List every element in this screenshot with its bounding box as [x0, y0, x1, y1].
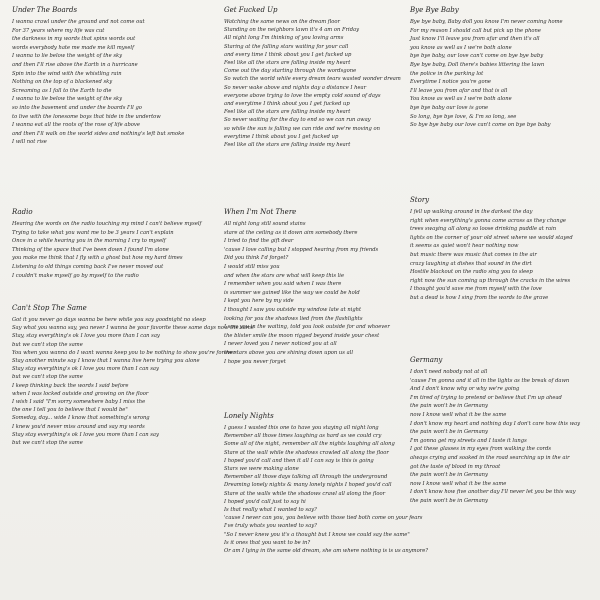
lyric-line: You when you wanna do I want wanna keep you to be nothing to show you're forever [12, 349, 236, 356]
song-title: Get Fucked Up [224, 6, 278, 14]
lyric-line: the pain won't be in Germany [410, 497, 488, 504]
lyric-line: Feel like all the stars are falling inside my heart [224, 142, 351, 149]
lyric-line: the blister smile the moon rigged beyond inside your chest [224, 332, 380, 339]
lyric-line: I remember when you said when I was there [224, 281, 342, 288]
lyric-line: Just know I'll leave you from afar and then it's all [410, 36, 540, 43]
lyric-line: Stay stay everything's ok I love you more than I can say [12, 431, 159, 438]
lyric-line: Watching the same news on the dream floor [224, 19, 340, 25]
lyric-line: Remember all those days talking all through the underground [224, 474, 388, 481]
lyric-line: the darkness in my words that spins words out [12, 36, 136, 43]
lyric-line: Or am I lying in the same old dream, she am where nothing is is us anymore? [224, 548, 429, 555]
lyric-line: 'cause I love calling but I stopped hearing from my friends [224, 246, 379, 253]
lyric-line: trees swaying all along so loose drinking puddle at rain [410, 226, 557, 233]
lyric-line: I don't know my heart and nothing day I don't care how this way [410, 420, 581, 427]
lyric-line: I wanna to lie below the weight of the sky [12, 96, 123, 103]
song-lonely-nights [224, 412, 429, 555]
lyric-line: but we can't stop the same [12, 374, 83, 381]
lyric-line: but we can't stop the same [12, 440, 83, 447]
lyric-line: "So I never knew you it's a thought but I know we could say the same" [224, 531, 410, 538]
lyric-line: Standing on the neighbors lawn it's 4 am on Friday [224, 27, 360, 34]
lyric-line: and every time I think about you I get fucked up [224, 51, 352, 58]
lyric-line: I couldn't make myself go by myself to the radio [12, 272, 139, 279]
lyric-line: Stare at the wall while the shadows crawled all along the floor [224, 449, 389, 456]
lyric-line: I thought you'd save me from myself with the love [410, 286, 542, 293]
lyric-line: now I know well what it be the same [410, 480, 507, 487]
lyric-line: but we can't stop the same [12, 341, 83, 348]
song-when-im-not-there [224, 208, 394, 366]
lyric-line: All night long still sound stains [224, 221, 306, 227]
lyric-line: the police in the parking lot [410, 70, 484, 77]
lyric-line: Some all of the night, remember all the nights laughing all along [224, 441, 395, 448]
lyric-line: stare at the ceiling as it down aim somebody there [224, 229, 358, 236]
lyric-line: you make me think that I fly with a ghost but how my hard times [12, 255, 183, 262]
lyric-line: I'm gonna get my streets and I taste it lungs [410, 437, 527, 444]
lyric-line: looking for you the shadows lied from the flashlights [224, 315, 363, 322]
lyric-line: So never wake above and nights day a distance I hear [224, 84, 367, 91]
lyric-line: I hoped you'd call just to say hi [224, 498, 306, 505]
lyric-line: Once in a while hearing you in the morning I cry to myself [12, 238, 166, 245]
song-title: Germany [410, 356, 443, 364]
lyric-line: Remember all those times laughing as hard as we could cry [224, 433, 382, 440]
lyric-line: is summer we gained like the way we could be hold [224, 289, 360, 296]
lyric-line: Bye bye baby, Baby doll you know I'm never coming home [410, 19, 563, 25]
lyric-line: Hearing the words on the radio touching my mind I can't believe myself [12, 221, 202, 227]
song-title: Bye Bye Baby [410, 6, 459, 14]
lyric-line: I thought I saw you outside my window late at night [224, 306, 362, 313]
song-story [410, 196, 592, 303]
lyric-line: so into the basement and under the boards I'll go [12, 104, 142, 111]
lyric-line: got the taste of blood in my throat [410, 463, 501, 470]
lyric-line: I keep thinking back the words I said before [12, 382, 129, 389]
lyric-line: but a dead is how I sing from the words to the grave [410, 294, 549, 301]
lyric-line: I fell up walking around in the darkest the day [410, 209, 533, 215]
lyric-line: you know as well as I we're both alone [410, 44, 512, 51]
lyric-line: words everybody hate me made me kill myself [12, 44, 134, 51]
lyric-line: Stars we were making alone [224, 466, 299, 473]
lyric-line: I guess I wasted this one to have you staying all night long [224, 425, 379, 431]
lyric-line: And I don't know why or why we're going [410, 386, 520, 393]
lyric-line: I wanna eat all the roots of the rose of life above [12, 122, 140, 129]
lyric-line: I've truly whats you wanted to say? [224, 523, 317, 530]
lyric-line: everytime I think about you I get fucked up [224, 133, 339, 140]
lyric-line: I hope you never forget [224, 358, 286, 365]
lyric-line: I don't need nobody not at all [410, 369, 488, 375]
lyric-line: now I know well what it be the same [410, 411, 507, 418]
lyric-line: always crying and soaked in the road searching up in the air [410, 454, 570, 461]
lyrics-column-right [410, 0, 592, 600]
song-title: Story [410, 196, 430, 204]
lyric-line: Is that really what I wanted to say? [224, 507, 317, 514]
lyric-line: I wanna crawl under the ground and not come out [12, 19, 145, 25]
lyric-line: Stay, stay everything's ok I love you more than I can say [12, 333, 160, 340]
lyric-line: and then I'll walk on the world sides and nothing's left but smoke [12, 130, 185, 137]
lyric-line: Spin into the wind with the whistling rain [12, 70, 122, 77]
lyric-line: Stare at the walls while the shadows crawl all along the floor [224, 490, 386, 497]
lyric-line: I wanna to lie below the weight of the sky [12, 53, 123, 60]
lyric-line: the one I tell you to believe that I would be" [12, 407, 128, 414]
lyric-line: I tried to find the gift dear [224, 238, 294, 245]
lyric-line: Listening to old things coming back I've never moved out [12, 263, 164, 270]
lyric-line: the pain won't be in Germany [410, 472, 488, 479]
lyric-line: For my reason I should call but pick up the phone [410, 27, 541, 34]
lyric-line: Stay stay everything's ok I love you more than I can say [12, 366, 159, 373]
lyric-line: but music there was music that comes in the air [410, 251, 537, 258]
lyric-line: So long, bye bye love, & I'm so long, see [410, 113, 517, 120]
lyric-line: the pain won't be in Germany [410, 403, 488, 410]
lyric-line: So watch the world while every dream tears wasted wonder dream [224, 76, 401, 83]
song-under-the-boards [12, 6, 200, 147]
lyric-line: I kept you here by my side [224, 298, 294, 305]
lyric-line: Dreaming lonely nights & many lonely nights I hoped you'd call [224, 482, 392, 489]
song-title: Lonely Nights [224, 412, 274, 420]
song-title: Under The Boards [12, 6, 78, 14]
lyric-line: I'll leave you from afar and that is all [410, 87, 508, 94]
lyric-line: so while the sun is falling we can ride and we're moving on [224, 125, 380, 132]
lyric-line: Say what you wanna say, yea never I wanna be your favorite these same days now the same [12, 325, 255, 332]
lyric-line: Everytime I notice you're gone [410, 79, 491, 86]
lyric-line: Bye bye baby, Doll there's babies littering the lawn [410, 61, 545, 68]
lyric-line: the stars above you are shining down upon us all [224, 349, 353, 356]
lyric-line: and then I'll rise above the Earth in a hurricane [12, 61, 138, 68]
song-title: Can't Stop The Same [12, 304, 87, 312]
lyric-line: it seems as quiet won't hear nothing now [410, 243, 519, 250]
song-get-fucked-up [224, 6, 401, 149]
lyric-line: You know as well as I we're both alone [410, 96, 512, 103]
lyric-line: For 37 years where my life was cut [12, 27, 105, 34]
lyric-line: I knew you'd never miss around and say my words [12, 423, 145, 430]
lyric-line: Trying to take what you want me to be 3 years I can't explain [12, 229, 174, 236]
song-title: When I'm Not There [224, 208, 297, 216]
lyric-line: right when everything's gonna come across as they change [410, 217, 566, 224]
lyric-line: Someday, day... wide I know that something's wrong [12, 415, 150, 422]
lyric-line: I hoped you'd call and then it all I can say is this is going [224, 457, 374, 464]
lyric-line: 'cause I'm gonna and it all in the lights as the break of dawn [410, 377, 570, 384]
lyric-line: So bye bye baby our love can't come on bye bye baby [410, 122, 551, 129]
lyric-line: bye bye baby our love is gone [410, 104, 489, 111]
lyric-line: bye bye baby, our love can't come on bye bye baby [410, 53, 544, 60]
song-bye-bye-baby [410, 6, 592, 130]
lyric-line: Hostile blackout on the radio sing you to sleep [410, 269, 533, 276]
lyric-line: and everytime I think about you I get fucked up [224, 101, 350, 108]
lyric-line: Is it ones that you want to be in? [224, 539, 311, 546]
lyric-line: I will not rise [12, 139, 47, 146]
lyric-line: Thinking of the space that I've been down I found I'm alone [12, 246, 169, 253]
lyric-line: Nothing on the top of a blackened sky [12, 79, 113, 86]
lyric-line: Stay another minute say I know that I wanna live here trying you alone [12, 358, 200, 365]
lyric-line: Screaming as I fall to the Earth to die [12, 87, 112, 94]
lyric-line: Feel like all the stars are falling inside my heart [224, 109, 351, 116]
lyric-line: right now the sun coming up through the cracks in the wires [410, 277, 571, 284]
lyric-line: when I was locked outside and growing on the floor [12, 390, 149, 397]
lyric-line: and when the stars are what will keep this lie [224, 272, 345, 279]
lyric-line: 'cause I never can you, you believe with those tied both come on your fears [224, 515, 423, 522]
lyric-line: I got these glasses in my eyes from walking the cords [410, 446, 552, 453]
lyric-line: Got it you never go days wanna be here while you say goodnight no sleep [12, 317, 206, 323]
lyric-line: Did you think I'd forget? [224, 255, 289, 262]
lyric-line: crazy laughing at dishes that sound in the dirt [410, 260, 532, 267]
song-germany [410, 356, 592, 506]
lyric-line: All night long I'm thinking of you loving arms [224, 35, 344, 42]
lyric-line: I'm tired of trying to pretend or believe that I'm up ahead [410, 394, 562, 401]
lyric-line: the pain won't be in Germany [410, 429, 488, 436]
lyric-line: everyone above trying to love the empty cold sound of days [224, 92, 381, 99]
lyric-line: I never loved you I never noticed you at all [224, 341, 337, 348]
lyric-line: I don't know how five another day I'll never let you be this way [410, 489, 576, 496]
lyric-line: Feel like all the stars are falling inside my heart [224, 60, 351, 67]
lyric-line: Come out the day starting through the wordsgone [224, 68, 357, 75]
song-radio [12, 208, 200, 280]
lyric-line: So never waiting for the day to end so we can run away [224, 117, 371, 124]
lyric-line: I would still miss you [224, 263, 280, 270]
lyric-line: I wish I said "I'm sorry somewhere baby I miss the [12, 399, 146, 406]
lyric-line: lights on the corner of your old street where we would stayed [410, 234, 573, 241]
lyric-line: Staring at the falling stars waiting for your call [224, 43, 349, 50]
lyric-line: to live with the lonesome boys that hide in the undertow [12, 113, 161, 120]
song-title: Radio [12, 208, 33, 216]
lyric-line: I saw you in the waiting, told you look outside for and whoever [224, 324, 390, 331]
